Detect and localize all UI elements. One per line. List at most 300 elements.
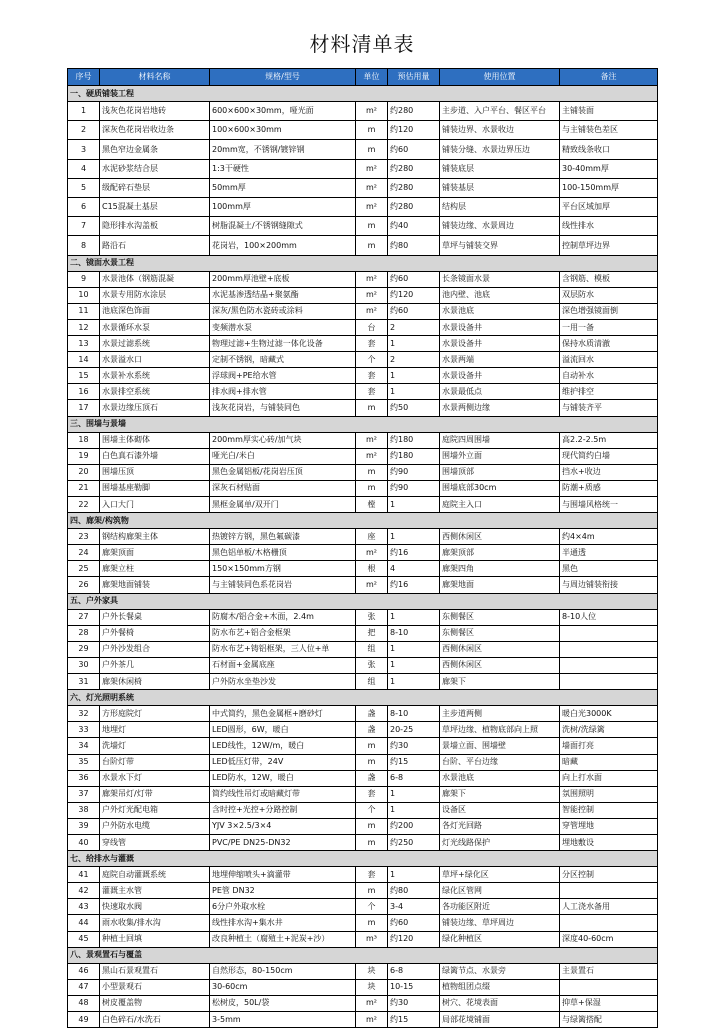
table-cell: 1	[388, 802, 440, 818]
table-cell: 改良种植土（腐殖土+泥炭+沙）	[210, 931, 356, 947]
table-cell: 约30	[388, 995, 440, 1011]
table-row	[68, 464, 658, 480]
table-cell: 座	[356, 529, 388, 545]
table-cell: 600×600×30mm，哑光面	[210, 102, 356, 121]
table-cell: 100×600×30mm	[210, 121, 356, 140]
table-cell: 约60	[388, 303, 440, 319]
table-cell	[560, 641, 658, 657]
table-cell: 13	[68, 336, 100, 352]
table-cell	[560, 915, 658, 931]
table-row	[68, 979, 658, 995]
table-row	[68, 786, 658, 802]
table-cell: 6	[68, 198, 100, 217]
table-cell: 廊架休闲椅	[100, 674, 210, 690]
table-cell: 15	[68, 368, 100, 384]
table-cell: 深灰/黑色防水瓷砖或涂料	[210, 303, 356, 319]
section-header-row	[68, 690, 658, 706]
table-cell: 100-150mm厚	[560, 178, 658, 197]
table-cell: 块	[356, 963, 388, 979]
table-cell: 盏	[356, 722, 388, 738]
table-cell: 根	[356, 561, 388, 577]
table-cell: 6分户外取水栓	[210, 899, 356, 915]
table-cell: 围墙压顶	[100, 464, 210, 480]
table-row	[68, 198, 658, 217]
table-cell: 双层防水	[560, 287, 658, 303]
table-cell: 1	[388, 674, 440, 690]
table-cell: 3-5mm	[210, 1012, 356, 1028]
table-cell: 32	[68, 706, 100, 722]
table-cell: 廊架四角	[440, 561, 560, 577]
table-cell: 33	[68, 722, 100, 738]
table-cell: 挡水+收边	[560, 464, 658, 480]
table-cell: 铺装边界、水景收边	[440, 121, 560, 140]
table-cell: 深灰石材贴面	[210, 480, 356, 496]
table-cell: 水景两侧边缘	[440, 400, 560, 416]
table-row	[68, 178, 658, 197]
table-cell: 廊架地面	[440, 577, 560, 593]
table-cell: 深灰色花岗岩收边条	[100, 121, 210, 140]
table-cell: 浮球阀+PE给水管	[210, 368, 356, 384]
table-cell: 自然形态，80-150cm	[210, 963, 356, 979]
table-cell: 物理过滤+生物过滤一体化设备	[210, 336, 356, 352]
table-cell: 花岗岩，100×200mm	[210, 236, 356, 255]
column-header: 规格/型号	[210, 69, 356, 86]
table-cell: 42	[68, 883, 100, 899]
table-cell: 22	[68, 497, 100, 513]
table-cell: 39	[68, 818, 100, 834]
table-row	[68, 674, 658, 690]
table-cell: 黑框金属单/双开门	[210, 497, 356, 513]
table-cell: 34	[68, 738, 100, 754]
table-cell: 150×150mm方钢	[210, 561, 356, 577]
table-row	[68, 497, 658, 513]
table-cell: 廊架顶部	[440, 545, 560, 561]
table-row	[68, 722, 658, 738]
table-cell: 方形庭院灯	[100, 706, 210, 722]
table-cell: 9	[68, 271, 100, 287]
table-cell: m	[356, 217, 388, 236]
table-cell: 雨水收集/排水沟	[100, 915, 210, 931]
table-cell: 约80	[388, 236, 440, 255]
table-cell: 绿化种植区	[440, 931, 560, 947]
section-title: 四、廊架/构筑物	[68, 513, 658, 529]
table-cell: 灯光线路保护	[440, 834, 560, 850]
table-cell: 约15	[388, 1012, 440, 1028]
table-cell: 4	[68, 159, 100, 178]
table-row	[68, 770, 658, 786]
table-cell: 约50	[388, 400, 440, 416]
table-cell: 铺装边缘、水景周边	[440, 217, 560, 236]
table-cell: 防潮+质感	[560, 480, 658, 496]
table-cell: 铺装边缘、草坪周边	[440, 915, 560, 931]
table-cell: 结构层	[440, 198, 560, 217]
table-cell: 主铺装面	[560, 102, 658, 121]
table-row	[68, 529, 658, 545]
table-row	[68, 448, 658, 464]
table-cell: 24	[68, 545, 100, 561]
table-cell: 墙面打亮	[560, 738, 658, 754]
table-cell: 1	[388, 529, 440, 545]
table-row	[68, 121, 658, 140]
table-cell: 简约线性吊灯或暗藏灯带	[210, 786, 356, 802]
table-cell: 暖白光3000K	[560, 706, 658, 722]
table-cell: 植物组团点缀	[440, 979, 560, 995]
table-cell: 1	[388, 384, 440, 400]
table-cell: 庭院自动灌溉系统	[100, 867, 210, 883]
table-cell: 黑色金属铝板/花岗岩压顶	[210, 464, 356, 480]
table-cell: 小型景观石	[100, 979, 210, 995]
table-cell: 围墙基座勒脚	[100, 480, 210, 496]
table-cell: 黑山石景观置石	[100, 963, 210, 979]
table-cell: 水景补水系统	[100, 368, 210, 384]
table-cell: 防腐木/铝合金+木面，2.4m	[210, 609, 356, 625]
table-cell: 1:3干硬性	[210, 159, 356, 178]
table-cell: PE管 DN32	[210, 883, 356, 899]
table-cell: 块	[356, 979, 388, 995]
section-title: 一、硬质铺装工程	[68, 86, 658, 102]
table-cell: 深色增强镜面倒	[560, 303, 658, 319]
table-cell: 与围墙风格统一	[560, 497, 658, 513]
table-cell: 约250	[388, 834, 440, 850]
section-header-row	[68, 851, 658, 867]
table-cell: 约280	[388, 178, 440, 197]
table-cell: 个	[356, 352, 388, 368]
table-cell: 张	[356, 609, 388, 625]
section-header-row	[68, 593, 658, 609]
table-cell: 35	[68, 754, 100, 770]
table-cell: 含时控+光控+分路控制	[210, 802, 356, 818]
table-cell: m²	[356, 198, 388, 217]
table-cell: 黑色铝单板/木格栅顶	[210, 545, 356, 561]
table-cell: 向上打水面	[560, 770, 658, 786]
table-cell: 池内壁、池底	[440, 287, 560, 303]
table-row	[68, 915, 658, 931]
table-cell: m²	[356, 1012, 388, 1028]
section-title: 三、围墙与景墙	[68, 416, 658, 432]
table-cell: 与主铺装同色系花岗岩	[210, 577, 356, 593]
material-list-table	[67, 68, 658, 1028]
section-title: 八、景观置石与覆盖	[68, 947, 658, 963]
table-cell: 26	[68, 577, 100, 593]
table-cell: m²	[356, 995, 388, 1011]
table-cell: 氛围照明	[560, 786, 658, 802]
table-cell: 1	[388, 867, 440, 883]
table-cell: 廊架地面铺装	[100, 577, 210, 593]
table-cell: 25	[68, 561, 100, 577]
table-row	[68, 140, 658, 159]
table-cell: 36	[68, 770, 100, 786]
table-cell: 水景溢水口	[100, 352, 210, 368]
table-cell: 路沿石	[100, 236, 210, 255]
table-cell: 主景置石	[560, 963, 658, 979]
table-cell: 自动补水	[560, 368, 658, 384]
table-cell: 围墙主体砌体	[100, 432, 210, 448]
table-cell: 38	[68, 802, 100, 818]
section-title: 五、户外家具	[68, 593, 658, 609]
table-row	[68, 899, 658, 915]
table-cell: 白色真石漆外墙	[100, 448, 210, 464]
table-cell: m	[356, 834, 388, 850]
table-cell: 套	[356, 867, 388, 883]
table-cell: 约200	[388, 818, 440, 834]
table-cell: 29	[68, 641, 100, 657]
table-cell: 20-25	[388, 722, 440, 738]
table-cell: 1	[388, 641, 440, 657]
table-cell: 8-10	[388, 625, 440, 641]
section-header-row	[68, 947, 658, 963]
table-cell: 约60	[388, 271, 440, 287]
table-cell: 户外防水坐垫沙发	[210, 674, 356, 690]
table-cell: 约30	[388, 738, 440, 754]
table-cell: 东侧餐区	[440, 625, 560, 641]
table-cell: 围墙底部30cm	[440, 480, 560, 496]
table-cell: 水景设备井	[440, 336, 560, 352]
table-cell	[560, 674, 658, 690]
table-cell: 入口大门	[100, 497, 210, 513]
table-row	[68, 400, 658, 416]
table-row	[68, 738, 658, 754]
table-row	[68, 706, 658, 722]
table-cell: 水景设备井	[440, 319, 560, 335]
table-row	[68, 102, 658, 121]
table-cell: 西侧休闲区	[440, 529, 560, 545]
table-cell: 溢流回水	[560, 352, 658, 368]
column-header: 使用位置	[440, 69, 560, 86]
table-cell: m²	[356, 545, 388, 561]
table-cell	[560, 979, 658, 995]
table-cell: 排水阀+排水管	[210, 384, 356, 400]
table-cell: 定制不锈钢，暗藏式	[210, 352, 356, 368]
table-cell: 户外防水电缆	[100, 818, 210, 834]
table-cell: 黑色窄边金属条	[100, 140, 210, 159]
table-cell: 变频潜水泵	[210, 319, 356, 335]
table-cell: 46	[68, 963, 100, 979]
table-cell: 7	[68, 217, 100, 236]
table-cell: 套	[356, 786, 388, 802]
table-cell: 线性排水	[560, 217, 658, 236]
table-row	[68, 287, 658, 303]
table-cell: 级配碎石垫层	[100, 178, 210, 197]
table-cell: 绿篱节点、水景旁	[440, 963, 560, 979]
table-row	[68, 432, 658, 448]
table-cell: 与主铺装色差区	[560, 121, 658, 140]
table-cell: 树穴、花境表面	[440, 995, 560, 1011]
table-cell: 精致线条收口	[560, 140, 658, 159]
section-header-row	[68, 513, 658, 529]
column-header: 预估用量	[388, 69, 440, 86]
table-row	[68, 368, 658, 384]
table-cell: 约60	[388, 915, 440, 931]
table-cell: 户外灯光配电箱	[100, 802, 210, 818]
table-cell: 约120	[388, 121, 440, 140]
table-cell: 套	[356, 384, 388, 400]
table-cell: 埋地敷设	[560, 834, 658, 850]
table-cell: 地埋伸缩喷头+滴灌带	[210, 867, 356, 883]
table-cell: 23	[68, 529, 100, 545]
table-cell: 6-8	[388, 770, 440, 786]
table-cell: 树脂混凝土/不锈钢缝隙式	[210, 217, 356, 236]
table-row	[68, 834, 658, 850]
table-cell: 分区控制	[560, 867, 658, 883]
table-cell: 水景水下灯	[100, 770, 210, 786]
table-cell: 19	[68, 448, 100, 464]
table-cell: m	[356, 140, 388, 159]
table-cell: 廊架下	[440, 674, 560, 690]
table-cell: 14	[68, 352, 100, 368]
table-cell: 水景排空系统	[100, 384, 210, 400]
table-cell: 含钢筋、模板	[560, 271, 658, 287]
table-cell: 把	[356, 625, 388, 641]
table-cell: 水景设备井	[440, 368, 560, 384]
table-cell: 各灯光回路	[440, 818, 560, 834]
table-cell: 约280	[388, 198, 440, 217]
table-row	[68, 625, 658, 641]
table-cell: 5	[68, 178, 100, 197]
table-cell: 1	[388, 609, 440, 625]
table-cell: 廊架立柱	[100, 561, 210, 577]
table-cell: 局部花境铺面	[440, 1012, 560, 1028]
table-cell: 地埋灯	[100, 722, 210, 738]
table-cell: m²	[356, 178, 388, 197]
table-row	[68, 577, 658, 593]
table-row	[68, 754, 658, 770]
section-header-row	[68, 86, 658, 102]
table-cell: 与绿篱搭配	[560, 1012, 658, 1028]
table-cell: 庭院四周围墙	[440, 432, 560, 448]
table-cell: 套	[356, 368, 388, 384]
table-row	[68, 352, 658, 368]
table-cell: 30-40mm厚	[560, 159, 658, 178]
table-cell: 约16	[388, 545, 440, 561]
table-cell: 防水布艺+铝合金框架	[210, 625, 356, 641]
table-cell: 约60	[388, 140, 440, 159]
table-cell: 池底深色饰面	[100, 303, 210, 319]
table-cell: 景墙立面、围墙壁	[440, 738, 560, 754]
table-cell: 2	[388, 319, 440, 335]
table-cell: 户外餐椅	[100, 625, 210, 641]
table-cell: 3-4	[388, 899, 440, 915]
table-cell: m²	[356, 303, 388, 319]
table-cell: m²	[356, 432, 388, 448]
table-body	[68, 86, 658, 1028]
column-header: 备注	[560, 69, 658, 86]
table-cell: m²	[356, 271, 388, 287]
table-cell: m	[356, 121, 388, 140]
table-cell: 人工浇水备用	[560, 899, 658, 915]
table-cell: m²	[356, 287, 388, 303]
table-cell: m	[356, 400, 388, 416]
table-row	[68, 931, 658, 947]
table-cell: C15混凝土基层	[100, 198, 210, 217]
column-header: 序号	[68, 69, 100, 86]
table-cell: 洗墙灯	[100, 738, 210, 754]
section-title: 二、镜面水景工程	[68, 255, 658, 271]
table-cell: 约180	[388, 432, 440, 448]
table-cell: 水景最低点	[440, 384, 560, 400]
table-row	[68, 883, 658, 899]
table-cell: m	[356, 818, 388, 834]
table-cell: 洗树/洗绿篱	[560, 722, 658, 738]
table-cell: 抑草+保湿	[560, 995, 658, 1011]
table-cell: 约15	[388, 754, 440, 770]
table-cell: 49	[68, 1012, 100, 1028]
table-cell: 保持水质清澈	[560, 336, 658, 352]
table-cell: 设备区	[440, 802, 560, 818]
table-cell: 浅灰花岗岩，与铺装同色	[210, 400, 356, 416]
table-cell: 约280	[388, 159, 440, 178]
table-row	[68, 963, 658, 979]
table-row	[68, 336, 658, 352]
table-cell: 16	[68, 384, 100, 400]
table-cell: 200mm厚实心砖/加气块	[210, 432, 356, 448]
table-row	[68, 319, 658, 335]
table-row	[68, 818, 658, 834]
table-cell: 热镀锌方钢，黑色氟碳漆	[210, 529, 356, 545]
table-cell: m	[356, 754, 388, 770]
table-cell: 6-8	[388, 963, 440, 979]
table-cell: 铺装分缝、水景边界压边	[440, 140, 560, 159]
table-cell: 20	[68, 464, 100, 480]
table-cell: 各功能区附近	[440, 899, 560, 915]
table-cell: 1	[68, 102, 100, 121]
table-cell: 绿化区管网	[440, 883, 560, 899]
table-cell: 线性排水沟+集水井	[210, 915, 356, 931]
table-row	[68, 159, 658, 178]
table-cell: LED圆形，6W，暖白	[210, 722, 356, 738]
table-cell: 主步道、入户平台、餐区平台	[440, 102, 560, 121]
table-cell: m	[356, 480, 388, 496]
table-cell: 中式简约，黑色金属框+磨砂灯	[210, 706, 356, 722]
table-cell: 8	[68, 236, 100, 255]
table-cell: 高2.2-2.5m	[560, 432, 658, 448]
page-title: 材料清单表	[309, 32, 415, 56]
table-cell: 平台区域加厚	[560, 198, 658, 217]
table-cell: m	[356, 738, 388, 754]
table-header-row	[68, 69, 658, 86]
table-cell: 约120	[388, 287, 440, 303]
table-cell: 31	[68, 674, 100, 690]
table-cell: 树皮覆盖物	[100, 995, 210, 1011]
table-cell: 黑色	[560, 561, 658, 577]
table-cell: 水泥砂浆结合层	[100, 159, 210, 178]
table-cell: 17	[68, 400, 100, 416]
section-header-row	[68, 416, 658, 432]
table-cell: 43	[68, 899, 100, 915]
table-cell: m²	[356, 577, 388, 593]
table-cell: 28	[68, 625, 100, 641]
table-cell: 维护排空	[560, 384, 658, 400]
table-row	[68, 657, 658, 673]
table-cell: 穿线管	[100, 834, 210, 850]
table-cell: 20mm宽，不锈钢/镀锌钢	[210, 140, 356, 159]
table-cell: 东侧餐区	[440, 609, 560, 625]
table-cell: 40	[68, 834, 100, 850]
table-cell: YJV 3×2.5/3×4	[210, 818, 356, 834]
table-cell: LED线性，12W/m，暖白	[210, 738, 356, 754]
table-cell	[560, 657, 658, 673]
table-cell: 浅灰色花岗岩地砖	[100, 102, 210, 121]
table-cell: 一用一备	[560, 319, 658, 335]
table-cell: 铺装底层	[440, 159, 560, 178]
table-cell: 户外茶几	[100, 657, 210, 673]
table-cell: 45	[68, 931, 100, 947]
section-header-row	[68, 255, 658, 271]
table-cell: m²	[356, 159, 388, 178]
section-title: 七、给排水与灌溉	[68, 851, 658, 867]
table-cell: 草坪+绿化区	[440, 867, 560, 883]
table-row	[68, 802, 658, 818]
table-cell: 围墙顶部	[440, 464, 560, 480]
